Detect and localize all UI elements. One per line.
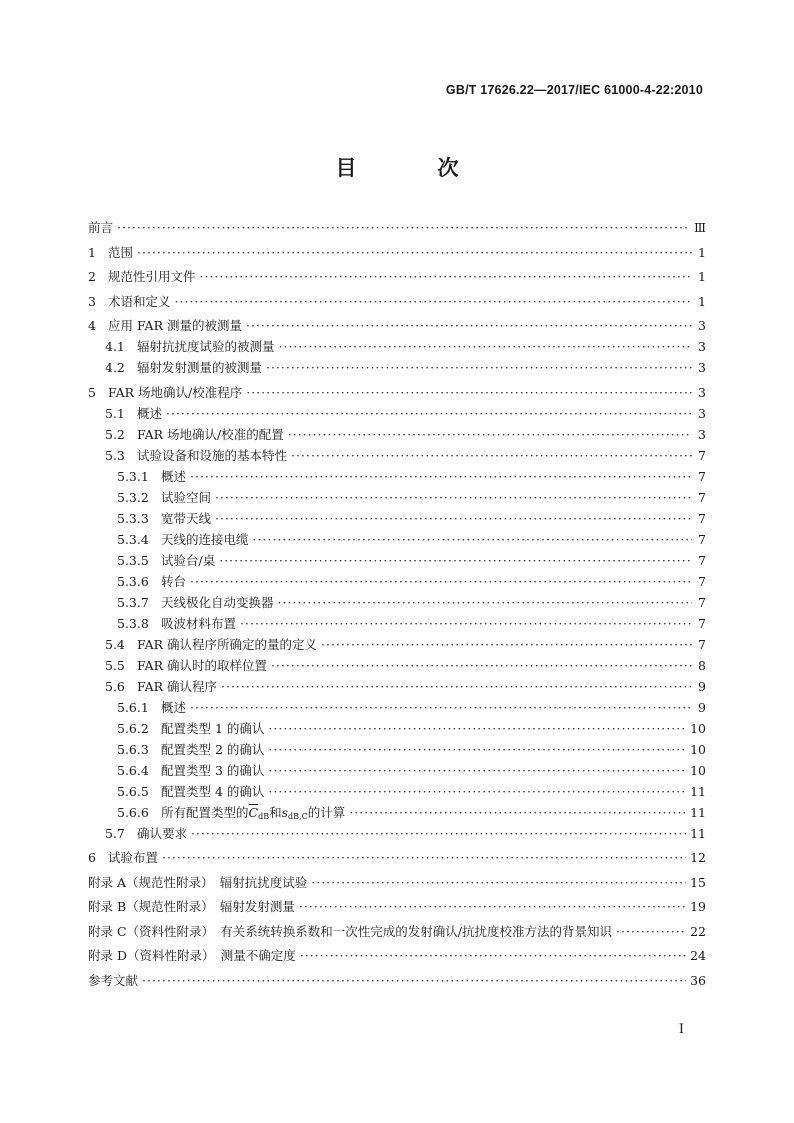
toc-entry-number: 5.3.8 [117, 615, 149, 631]
dot-leader [215, 508, 692, 529]
toc-entry-page: 3 [698, 405, 706, 421]
toc-entry-title [88, 217, 113, 238]
dot-leader [221, 676, 692, 697]
toc-entry-title [137, 823, 187, 844]
toc-entry-number: 5.3.3 [117, 510, 149, 526]
toc-entry[interactable] [88, 217, 706, 238]
toc-entry-title-text: 辐射发射测量的被测量 [137, 360, 263, 375]
toc-entry-number: 5.6 [105, 678, 125, 694]
toc-entry-title [88, 872, 307, 893]
toc-entry-title-text: 规范性引用文件 [108, 269, 196, 284]
toc-entry[interactable] [88, 613, 706, 634]
toc-entry[interactable] [88, 676, 706, 697]
toc-entry-page: 1 [698, 293, 706, 309]
toc-entry-title-text: 参考文献 [88, 972, 139, 988]
toc-entry-title [137, 634, 317, 655]
toc-entry[interactable] [88, 529, 706, 550]
toc-entry[interactable] [88, 571, 706, 592]
math-symbol-c: $\overline{C}$ [248, 804, 259, 820]
toc-entry-title-text: 范围 [108, 244, 134, 260]
toc-entry-number: 5.4 [105, 636, 125, 652]
toc-entry[interactable] [88, 802, 706, 823]
toc-entry-title [88, 945, 296, 966]
dot-leader [117, 217, 690, 238]
toc-entry-title-text: 概述 [161, 699, 187, 715]
toc-entry[interactable] [88, 357, 706, 378]
toc-entry-title-text: 转台 [161, 573, 187, 589]
dot-leader [162, 847, 686, 868]
toc-entry[interactable] [88, 466, 706, 487]
dot-leader [191, 823, 686, 844]
dot-leader [278, 592, 692, 613]
toc-entry-title [161, 613, 236, 634]
dot-leader [288, 424, 692, 445]
dot-leader [190, 697, 692, 718]
toc-entry-title [161, 781, 264, 802]
toc-entry-page: 3 [698, 318, 706, 333]
toc-entry-title [108, 266, 196, 287]
standard-code-header: GB/T 17626.22—2017/IEC 61000-4-22:2010 [445, 83, 703, 97]
toc-entry[interactable] [88, 592, 706, 613]
toc-entry-title-text: 试验设备和设施的基本特性 [137, 447, 288, 463]
toc-entry-title [161, 718, 264, 739]
toc-entry-title [161, 487, 211, 508]
toc-entry-page: 7 [698, 552, 706, 568]
toc-entry-page: 11 [690, 783, 706, 799]
toc-entry-title-text: 试验空间 [161, 489, 212, 505]
math-conjunction: 和 [269, 804, 282, 820]
toc-entry-number: 4 [88, 318, 96, 333]
toc-entry-title-text: 配置类型 4 的确认 [161, 783, 265, 799]
toc-entry-page: 3 [698, 339, 706, 354]
toc-entry-page: 7 [698, 636, 706, 652]
toc-entry[interactable] [88, 445, 706, 466]
toc-entry-title [88, 970, 138, 991]
dot-leader [268, 718, 686, 739]
toc-entry-number: 2 [88, 269, 96, 284]
toc-entry[interactable] [88, 697, 706, 718]
toc-entry-title [161, 760, 264, 781]
toc-entry-page: 36 [690, 972, 706, 988]
toc-entry-number: 5.3 [105, 447, 125, 463]
toc-entry[interactable] [88, 760, 706, 781]
math-subscript: dB,C [288, 811, 308, 821]
toc-entry-number: 5.6.3 [117, 741, 149, 757]
dot-leader [175, 291, 692, 312]
toc-entry-title [137, 336, 275, 357]
toc-entry-number: 5.3.6 [117, 573, 149, 589]
toc-entry-page: 9 [698, 699, 706, 715]
toc-entry[interactable] [88, 242, 706, 263]
toc-entry-title-text: 附录 C（资料性附录） 有关系统转换系数和一次性完成的发射确认/抗扰度校准方法的背景知识 [88, 923, 613, 939]
dot-leader [268, 739, 686, 760]
toc-entry-page: 7 [698, 573, 706, 589]
toc-entry-title [161, 571, 186, 592]
dot-leader [142, 970, 686, 991]
toc-entry-number: 5.1 [105, 405, 125, 421]
toc-entry-page: 7 [698, 489, 706, 505]
dot-leader [190, 571, 692, 592]
toc-entry-title-text: 概述 [137, 405, 163, 421]
toc-entry-page: 7 [698, 615, 706, 631]
toc-entry-title [161, 550, 215, 571]
toc-entry-title [108, 242, 133, 263]
toc-entry-title-text: 配置类型 2 的确认 [161, 741, 265, 757]
dot-leader [291, 445, 692, 466]
toc-entry-title-text: FAR 场地确认/校准的配置 [137, 426, 284, 442]
math-tail: 的计算 [307, 804, 346, 820]
dot-leader [240, 613, 692, 634]
dot-leader [166, 403, 692, 424]
toc-entry[interactable] [88, 403, 706, 424]
toc-entry[interactable] [88, 823, 706, 844]
toc-entry-number: 5.2 [105, 426, 125, 442]
dot-leader [219, 550, 692, 571]
toc-entry-page: 9 [698, 678, 706, 694]
toc-entry-title [137, 445, 287, 466]
toc-entry-title [88, 896, 295, 917]
toc-entry-page: 7 [698, 447, 706, 463]
toc-entry-page: 12 [690, 850, 706, 865]
toc-entry-page: 10 [690, 762, 706, 778]
dot-leader [299, 896, 686, 917]
toc-entry-page: 10 [690, 720, 706, 736]
toc-entry[interactable] [88, 739, 706, 760]
toc-entry-number: 5.6.1 [117, 699, 149, 715]
toc-entry-title-text: 所有配置类型的 [161, 804, 249, 820]
dot-leader [349, 802, 686, 823]
dot-leader [321, 634, 692, 655]
toc-entry-number: 5.6.6 [117, 804, 149, 820]
toc-entry-number: 4.1 [105, 339, 125, 354]
toc-entry[interactable] [88, 718, 706, 739]
toc-entry[interactable] [88, 634, 706, 655]
dot-leader [246, 315, 692, 336]
toc-entry-number: 5 [88, 384, 96, 400]
toc-entry-number: 3 [88, 293, 96, 309]
toc-entry-title-text: FAR 确认时的取样位置 [137, 657, 267, 673]
toc-entry-number: 4.2 [105, 360, 125, 375]
toc-entry-page: 7 [698, 468, 706, 484]
toc-entry-page: 7 [698, 594, 706, 610]
toc-entry-title-text: 天线极化自动变换器 [161, 594, 274, 610]
toc-entry-title-text: 概述 [161, 468, 187, 484]
toc-entry-page: 3 [698, 426, 706, 442]
toc-entry-title [137, 676, 217, 697]
toc-entry-page: 1 [698, 269, 706, 284]
toc-entry-number: 5.5 [105, 657, 125, 673]
toc-entry-title-text: 附录 A（规范性附录） 辐射抗扰度试验 [88, 874, 308, 890]
toc-entry-page: 7 [698, 531, 706, 547]
toc-entry[interactable] [88, 945, 706, 966]
toc-entry[interactable] [88, 382, 706, 403]
toc-entry-title-text: 配置类型 1 的确认 [161, 720, 265, 736]
toc-entry[interactable] [88, 847, 706, 868]
toc-entry-title-text: 辐射抗扰度试验的被测量 [137, 339, 275, 354]
dot-leader [190, 466, 692, 487]
toc-entry-number: 5.6.2 [117, 720, 149, 736]
toc-entry[interactable] [88, 872, 706, 893]
table-of-contents [88, 217, 706, 991]
toc-entry[interactable] [88, 970, 706, 991]
dot-leader [279, 336, 692, 357]
toc-entry-page: 3 [698, 384, 706, 400]
toc-entry-title [161, 697, 186, 718]
toc-entry[interactable] [88, 508, 706, 529]
toc-entry-number: 5.3.7 [117, 594, 149, 610]
toc-entry-title-text: 附录 D（资料性附录） 测量不确定度 [88, 948, 296, 963]
toc-entry-number: 1 [88, 244, 96, 260]
toc-entry-title [137, 403, 162, 424]
toc-entry-title-text: FAR 确认程序所确定的量的定义 [137, 636, 317, 652]
toc-entry-title [161, 592, 274, 613]
dot-leader [616, 921, 686, 942]
toc-entry-number: 5.6.5 [117, 783, 149, 799]
toc-entry[interactable] [88, 896, 706, 917]
toc-entry-page: 10 [690, 741, 706, 757]
toc-entry-title [137, 357, 262, 378]
dot-leader [246, 382, 692, 403]
toc-entry[interactable] [88, 781, 706, 802]
toc-entry[interactable] [88, 291, 706, 312]
toc-entry-title-text: 吸波材料布置 [161, 615, 237, 631]
dot-leader [271, 655, 692, 676]
toc-entry[interactable] [88, 266, 706, 287]
dot-leader [268, 760, 686, 781]
toc-entry-number: 5.3.2 [117, 489, 149, 505]
toc-entry-title-text: 天线的连接电缆 [161, 531, 249, 547]
toc-entry-page: 8 [698, 657, 706, 673]
toc-entry-page: 7 [698, 510, 706, 526]
dot-leader [253, 529, 692, 550]
toc-entry-page: 11 [690, 804, 706, 820]
dot-leader [137, 242, 692, 263]
toc-entry-page: 3 [698, 360, 706, 375]
math-subscript: dB [258, 811, 270, 821]
toc-entry-title [161, 529, 249, 550]
toc-entry-number: 5.6.4 [117, 762, 149, 778]
toc-entry-page: 15 [690, 874, 706, 890]
toc-entry-title-text: FAR 确认程序 [137, 678, 217, 694]
toc-entry-page: 19 [690, 899, 706, 914]
toc-entry[interactable] [88, 424, 706, 445]
toc-entry[interactable] [88, 921, 706, 942]
toc-entry-page: 11 [690, 825, 706, 841]
toc-entry-title [161, 466, 186, 487]
math-symbol-s: s [281, 804, 289, 820]
toc-entry-number: 5.3.4 [117, 531, 149, 547]
dot-leader [266, 357, 692, 378]
dot-leader [200, 266, 692, 287]
toc-entry-title [108, 847, 158, 868]
toc-entry-title [137, 424, 284, 445]
dot-leader [311, 872, 686, 893]
dot-leader [215, 487, 692, 508]
toc-entry-title-text: 试验台/桌 [161, 552, 216, 568]
toc-entry-page: 24 [690, 948, 706, 963]
toc-entry-number: 5.7 [105, 825, 125, 841]
toc-entry-title-text: 宽带天线 [161, 510, 212, 526]
toc-entry-title-text: 前言 [88, 220, 114, 235]
toc-entry-page: Ⅲ [693, 220, 706, 235]
toc-entry-title [108, 382, 242, 403]
toc-entry-title-text: 确认要求 [137, 825, 188, 841]
toc-entry-number: 5.3.1 [117, 468, 149, 484]
toc-entry-title-text: 附录 B（规范性附录） 辐射发射测量 [88, 899, 295, 914]
page-number: I [678, 1022, 684, 1037]
toc-entry-number: 6 [88, 850, 96, 865]
toc-entry[interactable] [88, 315, 706, 336]
dot-leader [268, 781, 686, 802]
toc-entry-title-text: 术语和定义 [108, 293, 171, 309]
toc-entry-title [108, 315, 242, 336]
toc-entry-title-text: 试验布置 [108, 850, 159, 865]
toc-entry[interactable] [88, 550, 706, 571]
toc-entry-title [108, 291, 171, 312]
toc-entry-title-text: FAR 场地确认/校准程序 [108, 384, 243, 400]
toc-entry-title-text: 应用 FAR 测量的被测量 [108, 318, 242, 333]
toc-entry-number: 5.3.5 [117, 552, 149, 568]
toc-entry-page: 1 [698, 244, 706, 260]
dot-leader [300, 945, 686, 966]
toc-entry-title [88, 921, 612, 942]
toc-entry-title [137, 655, 267, 676]
page-title: 目 次 [335, 156, 489, 180]
toc-entry[interactable] [88, 336, 706, 357]
toc-entry-title [161, 508, 211, 529]
toc-entry[interactable] [88, 655, 706, 676]
toc-entry-title [161, 739, 264, 760]
toc-entry-title-text: 配置类型 3 的确认 [161, 762, 265, 778]
toc-entry[interactable] [88, 487, 706, 508]
toc-entry-page: 22 [690, 923, 706, 939]
